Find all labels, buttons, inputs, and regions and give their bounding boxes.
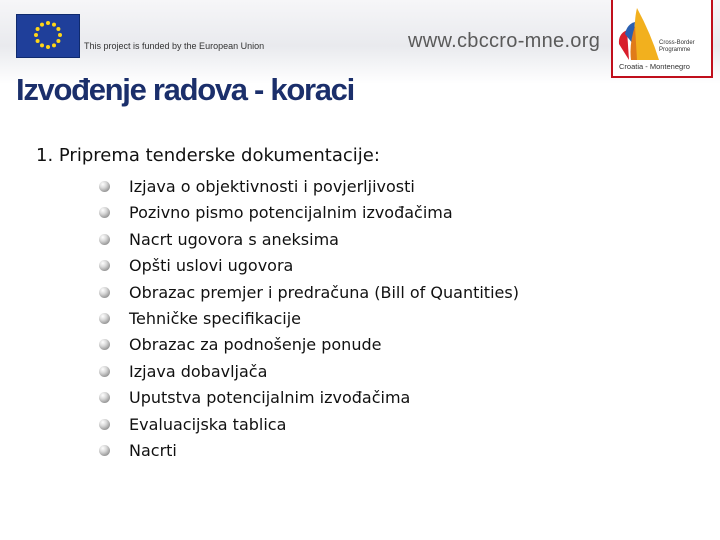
bullet-icon <box>99 392 110 403</box>
bullet-icon <box>99 339 110 350</box>
logo-text-line3: Croatia - Montenegro <box>619 62 690 71</box>
bullet-icon <box>99 287 110 298</box>
bullet-icon <box>99 260 110 271</box>
eu-flag-logo <box>16 14 80 58</box>
list-item <box>96 334 519 360</box>
list-item-text: Izjava dobavljača <box>129 361 268 381</box>
bullet-icon <box>99 207 110 218</box>
list-item-text: Nacrt ugovora s aneksima <box>129 229 339 249</box>
list-item-text: Uputstva potencijalnim izvođačima <box>129 388 411 408</box>
programme-logo <box>611 0 713 78</box>
slide-title: Izvođenje radova - koraci <box>16 72 354 107</box>
funding-note: This project is funded by the European Union <box>84 41 265 51</box>
list-item <box>96 440 519 466</box>
bullet-icon <box>99 419 110 430</box>
list-item <box>96 255 519 281</box>
list-item-text: Obrazac za podnošenje ponude <box>129 335 382 355</box>
list-item-text: Izjava o objektivnosti i povjerljivosti <box>129 177 415 196</box>
document-list <box>96 176 519 466</box>
list-item-text: Nacrti <box>129 440 177 460</box>
bullet-icon <box>99 234 110 245</box>
list-item-text: Obrazac premjer i predračuna (Bill of Quantities) <box>129 282 519 302</box>
bullet-icon <box>99 181 110 192</box>
list-item <box>96 361 519 387</box>
list-item-text: Tehničke specifikacije <box>129 308 302 328</box>
logo-text-line1: Cross-Border <box>659 40 695 46</box>
bullet-icon <box>99 445 110 456</box>
list-item <box>96 414 519 440</box>
list-item-text: Evaluacijska tablica <box>129 414 287 434</box>
list-item <box>96 387 519 413</box>
bullet-icon <box>99 313 110 324</box>
list-item <box>96 308 519 334</box>
list-item <box>96 202 519 228</box>
list-item-text: Opšti uslovi ugovora <box>129 256 294 276</box>
section-heading: 1. Priprema tenderske dokumentacije: <box>36 145 380 166</box>
logo-text-line2: Programme <box>659 47 691 53</box>
list-item <box>96 176 519 202</box>
list-item-text: Pozivno pismo potencijalnim izvođačima <box>129 203 453 223</box>
list-item <box>96 229 519 255</box>
bullet-icon <box>99 366 110 377</box>
website-url: www.cbccro-mne.org <box>408 30 601 52</box>
list-item <box>96 282 519 308</box>
